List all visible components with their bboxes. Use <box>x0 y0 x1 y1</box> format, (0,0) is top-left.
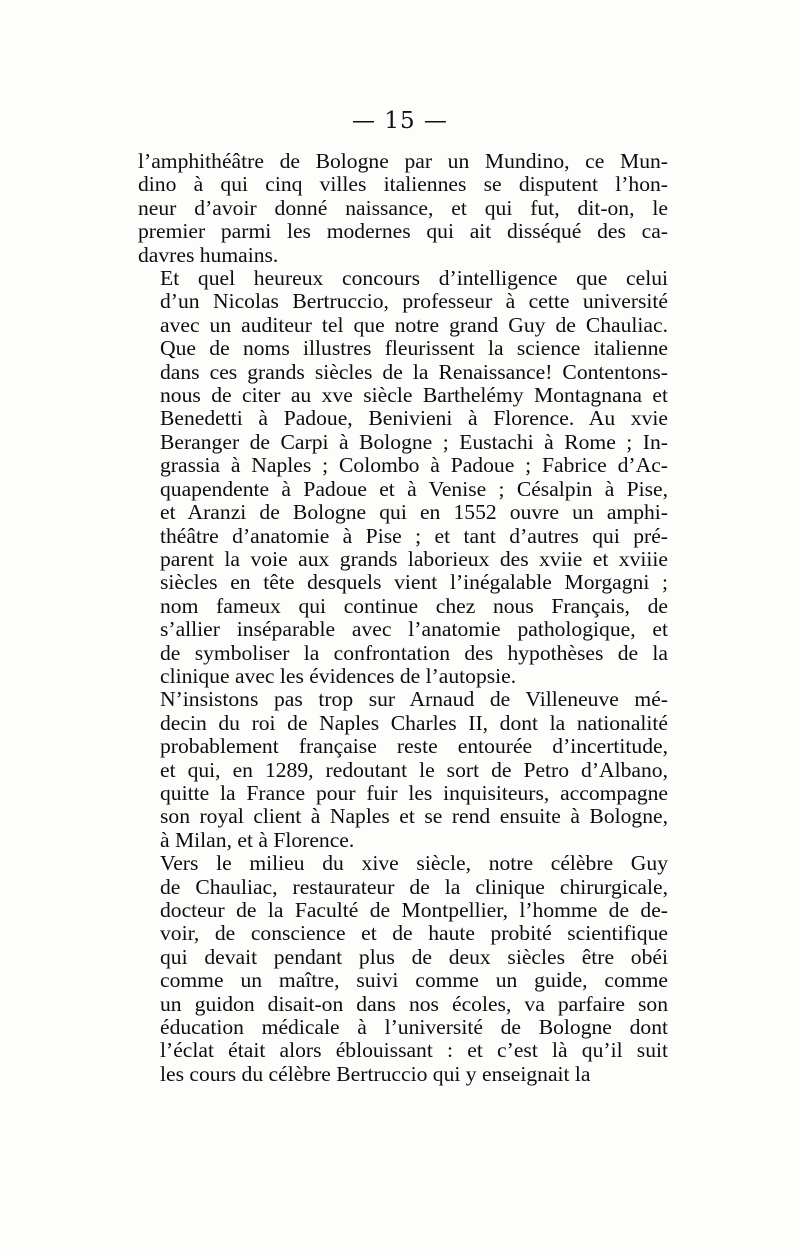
text-line: éducation médicale à l’université de Bologne dont <box>160 1016 668 1040</box>
text-line: siècles en tête desquels vient l’inégalable Morgagni ; <box>160 571 668 595</box>
text-line: de symboliser la confrontation des hypothèses de la <box>160 641 668 665</box>
text-line: s’allier inséparable avec l’anatomie pathologique, et <box>160 618 668 642</box>
text-line: son royal client à Naples et se rend ensuite à Bologne, <box>160 805 668 829</box>
text-line: Et quel heureux concours d’intelligence que celui <box>160 267 668 291</box>
text-line: Beranger de Carpi à Bologne ; Eustachi à Rome ; In- <box>160 430 668 454</box>
text-line: de Chauliac, restaurateur de la clinique chirurgicale, <box>160 875 668 899</box>
text-line: grassia à Naples ; Colombo à Padoue ; Fabrice d’Ac- <box>160 454 668 478</box>
text-line: avec un auditeur tel que notre grand Guy de Chauliac. <box>160 313 668 337</box>
text-line: et qui, en 1289, redoutant le sort de Petro d’Albano, <box>160 758 668 782</box>
text-line: probablement française reste entourée d’incertitude, <box>160 735 668 759</box>
text-line: nous de citer au xve siècle Barthelémy Montagnana et <box>160 384 668 408</box>
text-line: l’éclat était alors éblouissant : et c’est là qu’il suit <box>160 1039 668 1063</box>
text-line: quapendente à Padoue et à Venise ; Césalpin à Pise, <box>160 477 668 501</box>
text-line: quitte la France pour fuir les inquisiteurs, accompagne <box>160 781 668 805</box>
text-line: davres humains. <box>138 243 279 267</box>
paragraph-3 <box>138 688 668 852</box>
text-line: docteur de la Faculté de Montpellier, l’homme de de- <box>160 899 668 922</box>
text-line: clinique avec les évidences de l’autopsie. <box>160 664 517 688</box>
text-line: parent la voie aux grands laborieux des xviie et xviiie <box>160 547 668 571</box>
text-line: neur d’avoir donné naissance, et qui fut, dit-on, le <box>138 196 668 220</box>
text-line: N’insistons pas trop sur Arnaud de Villeneuve mé- <box>160 688 668 712</box>
text-line: les cours du célèbre Bertruccio qui y enseignait la <box>160 1062 591 1086</box>
body-text <box>138 150 668 1086</box>
page-number: — 15 — <box>352 108 448 134</box>
text-line: premier parmi les modernes qui ait disséqué des ca- <box>138 220 668 244</box>
text-line: à Milan, et à Florence. <box>160 828 355 852</box>
paragraph-2 <box>138 267 668 688</box>
text-line: dino à qui cinq villes italiennes se disputent l’hon- <box>138 173 668 197</box>
paragraph-4 <box>138 852 668 1086</box>
paragraph-1 <box>138 150 668 267</box>
text-line: l’amphithéâtre de Bologne par un Mundino, ce Mun- <box>138 150 668 173</box>
text-line: nom fameux qui continue chez nous Français, de <box>160 594 668 618</box>
text-line: théâtre d’anatomie à Pise ; et tant d’autres qui pré- <box>160 524 668 548</box>
text-line: Que de noms illustres fleurissent la science italienne <box>160 337 668 361</box>
text-line: un guidon disait-on dans nos écoles, va parfaire son <box>160 992 668 1016</box>
text-line: Benedetti à Padoue, Benivieni à Florence. Au xvie <box>160 407 668 431</box>
text-line: et Aranzi de Bologne qui en 1552 ouvre un amphi- <box>160 501 668 525</box>
text-line: d’un Nicolas Bertruccio, professeur à cette université <box>160 290 668 314</box>
text-line: Vers le milieu du xive siècle, notre célèbre Guy <box>160 852 668 876</box>
text-line: dans ces grands siècles de la Renaissance! Contentons- <box>160 360 668 384</box>
text-line: comme un maître, suivi comme un guide, comme <box>160 969 668 993</box>
text-line: voir, de conscience et de haute probité scientifique <box>160 922 668 946</box>
text-line: decin du roi de Naples Charles II, dont la nationalité <box>160 711 668 735</box>
text-line: qui devait pendant plus de deux siècles être obéi <box>160 945 668 969</box>
